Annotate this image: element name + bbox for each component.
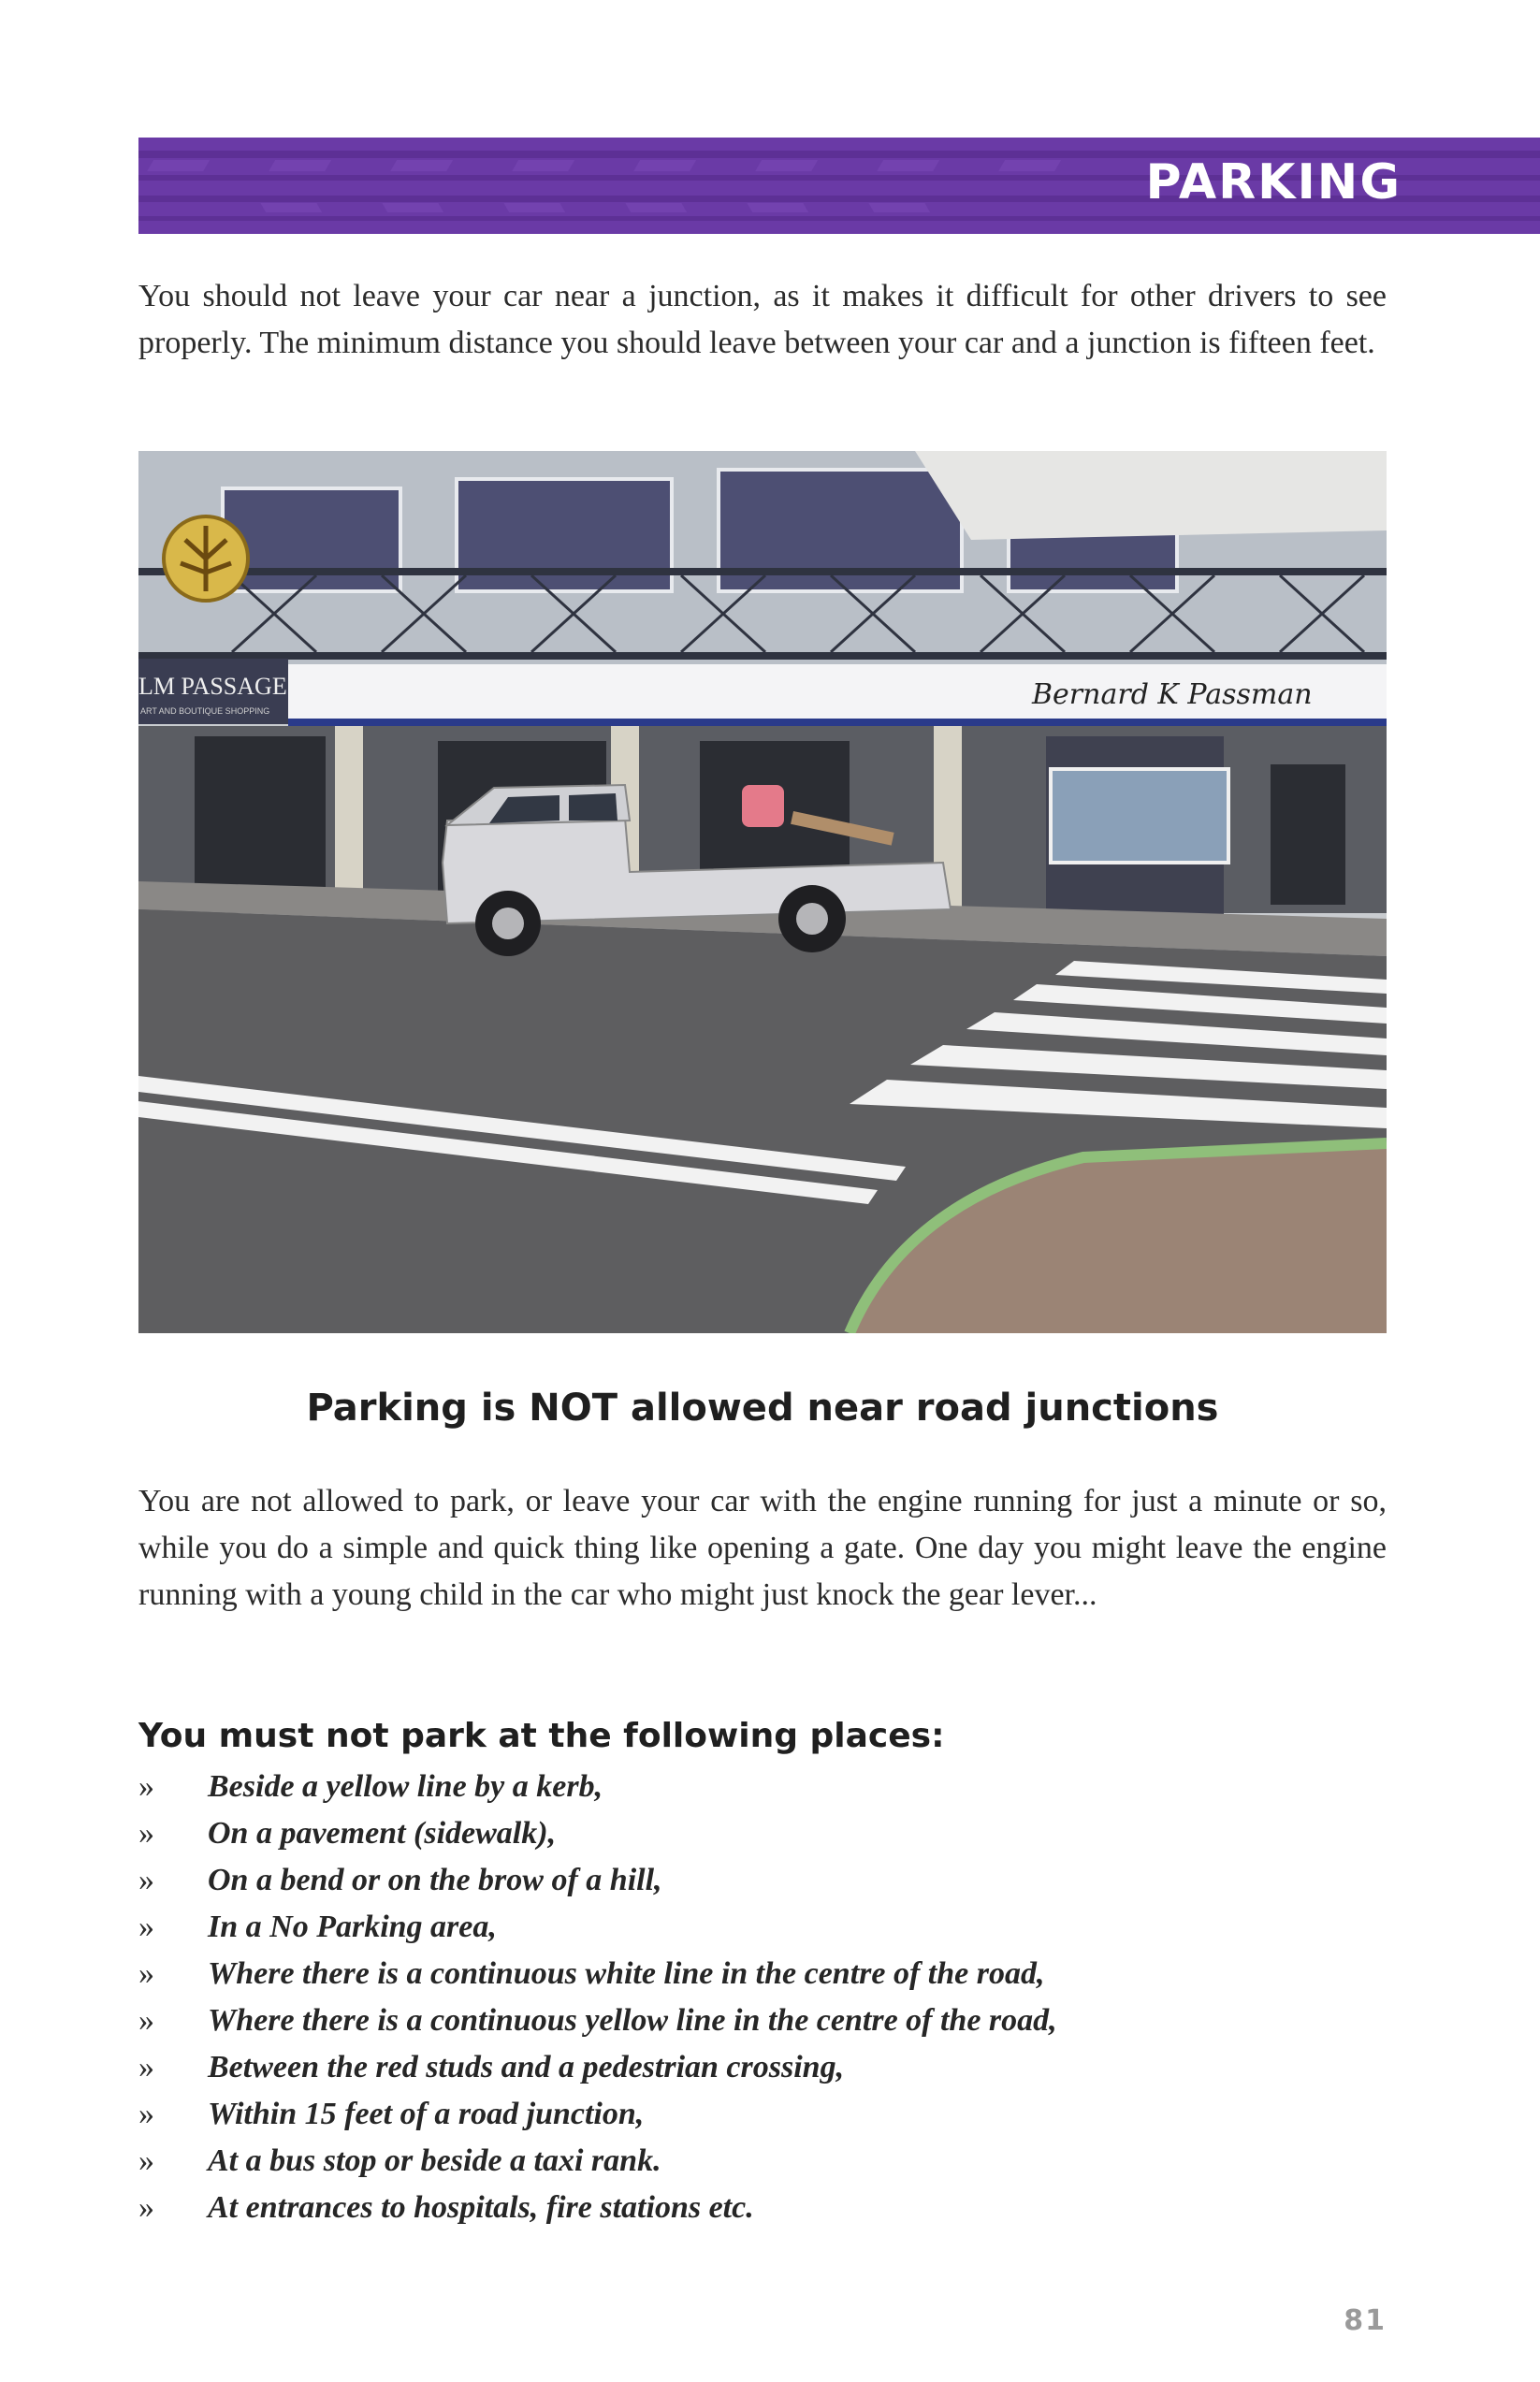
bullet-glyph: » [138,2143,154,2178]
list-item [138,2044,1387,2091]
list-item [138,1997,1387,2044]
bullet-glyph: » [138,2050,154,2084]
list-item-text: In a No Parking area, [208,1910,497,1944]
list-item-text: At entrances to hospitals, fire stations etc. [208,2190,754,2225]
photo-caption: Parking is NOT allowed near road junctions [306,1387,1219,1430]
junction-parking-photo [138,451,1387,1333]
body-paragraph: You are not allowed to park, or leave your car with the engine running for just a minute or so, while you do a simple and quick thing like opening a gate. One day you might leave the engine running with a young child in the car who might just knock the gear lever... [138,1484,1387,1612]
list-item-text: Between the red studs and a pedestrian crossing, [208,2050,845,2084]
list-item [138,2138,1387,2185]
bullet-glyph: » [138,2190,154,2225]
right-store-sign: Bernard K Passman [1032,678,1313,711]
no-parking-list [138,1764,1387,2231]
bullet-glyph: » [138,1956,154,1991]
bullet-glyph: » [138,1863,154,1897]
bullet-glyph: » [138,2097,154,2131]
balcony-rail-bottom [138,652,1387,660]
left-store-sign: LM PASSAGE [138,673,287,700]
list-item-text: At a bus stop or beside a taxi rank. [208,2143,661,2178]
bullet-glyph: » [138,1769,154,1804]
no-parking-list-heading: You must not park at the following places: [138,1717,945,1755]
balcony-rail-top [138,568,1387,575]
list-item [138,1904,1387,1951]
left-store-subsign: ART AND BOUTIQUE SHOPPING [140,706,270,716]
list-item-text: Beside a yellow line by a kerb, [208,1769,603,1804]
bullet-glyph: » [138,1910,154,1944]
list-item [138,1857,1387,1904]
list-item-text: On a bend or on the brow of a hill, [208,1863,662,1897]
cooler-box [742,785,784,827]
list-item-text: Where there is a continuous yellow line in the centre of the road, [208,2003,1057,2038]
list-item [138,1810,1387,1857]
section-title: PARKING [1145,154,1402,211]
list-item-text: On a pavement (sidewalk), [208,1816,557,1851]
intro-paragraph: You should not leave your car near a junction, as it makes it difficult for other drivers to see properly. The minimum distance you should leave between your car and a junction is fifteen feet. [138,279,1387,360]
list-item [138,1764,1387,1810]
page-number: 81 [1344,2304,1387,2337]
section-header-banner [138,138,1540,234]
bullet-glyph: » [138,1816,154,1851]
window-display [1051,769,1228,863]
list-item-text: Within 15 feet of a road junction, [208,2097,645,2131]
list-item [138,2091,1387,2138]
list-item-text: Where there is a continuous white line in the centre of the road, [208,1956,1045,1991]
sign-blue-stripe [288,719,1387,726]
roof-overhang [915,451,1387,540]
list-item [138,1951,1387,1997]
list-item [138,2185,1387,2231]
bullet-glyph: » [138,2003,154,2038]
